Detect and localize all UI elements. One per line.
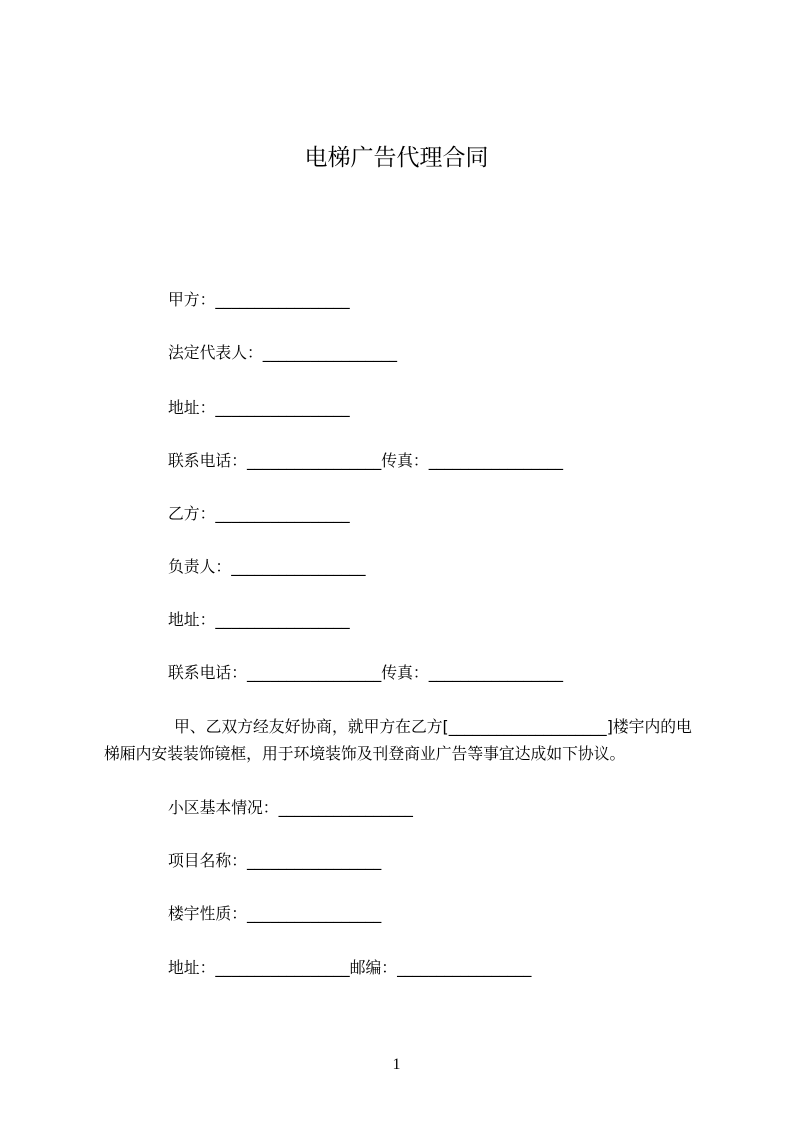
project-name-label: 项目名称： (168, 851, 247, 870)
building-nature-label: 楼宇性质： (168, 904, 247, 923)
party-b-phone-label: 联系电话： (168, 663, 247, 682)
project-address-blank: _________________ (215, 958, 350, 977)
party-b-fax-blank: _________________ (428, 663, 563, 682)
building-nature-blank: _________________ (247, 904, 382, 923)
party-a-phone-blank: _________________ (247, 451, 382, 470)
party-a-line (168, 289, 350, 311)
agreement-text-after: ]楼宇内的电 (606, 717, 692, 736)
agreement-line-2: 梯厢内安装装饰镜框，用于环境装饰及刊登商业广告等事宜达成如下协议。 (104, 744, 626, 763)
postcode-label: 邮编： (349, 958, 398, 977)
building-nature-line (168, 903, 381, 925)
party-b-contact-line (168, 662, 563, 684)
party-b-address-line (168, 609, 350, 631)
agreement-text-before: 甲、乙双方经友好协商，就甲方在乙方[ (174, 717, 449, 736)
person-in-charge-label: 负责人： (168, 557, 232, 576)
party-b-line (168, 503, 350, 525)
person-in-charge-blank: _________________ (231, 557, 366, 576)
party-b-address-blank: _________________ (215, 610, 350, 629)
party-a-fax-blank: _________________ (428, 451, 563, 470)
legal-representative-blank: _________________ (262, 343, 398, 362)
party-a-fax-label: 传真： (381, 451, 429, 470)
project-name-line (168, 850, 381, 872)
community-info-blank: _________________ (278, 798, 413, 817)
project-name-blank: _________________ (247, 851, 382, 870)
building-blank: ____________________ (448, 717, 607, 736)
legal-representative-label: 法定代表人： (168, 343, 263, 362)
project-address-line (168, 957, 531, 979)
party-a-address-label: 地址： (168, 398, 216, 417)
project-address-label: 地址： (168, 958, 216, 977)
legal-representative-line (168, 342, 397, 364)
party-a-blank: _________________ (215, 290, 350, 309)
party-b-label: 乙方： (168, 504, 216, 523)
agreement-line-1 (104, 716, 692, 738)
party-b-blank: _________________ (215, 504, 350, 523)
party-a-label: 甲方： (168, 290, 216, 309)
page-number: 1 (392, 1056, 401, 1073)
person-in-charge-line (168, 556, 365, 578)
party-a-contact-line (168, 450, 563, 472)
postcode-blank: _________________ (397, 958, 532, 977)
party-a-phone-label: 联系电话： (168, 451, 247, 470)
party-b-phone-blank: _________________ (247, 663, 382, 682)
party-b-address-label: 地址： (168, 610, 216, 629)
community-info-line (168, 797, 413, 819)
contract-title: 电梯广告代理合同 (304, 145, 489, 171)
party-a-address-blank: _________________ (215, 398, 350, 417)
party-b-fax-label: 传真： (381, 663, 429, 682)
community-info-label: 小区基本情况： (168, 798, 279, 817)
party-a-address-line (168, 397, 350, 419)
